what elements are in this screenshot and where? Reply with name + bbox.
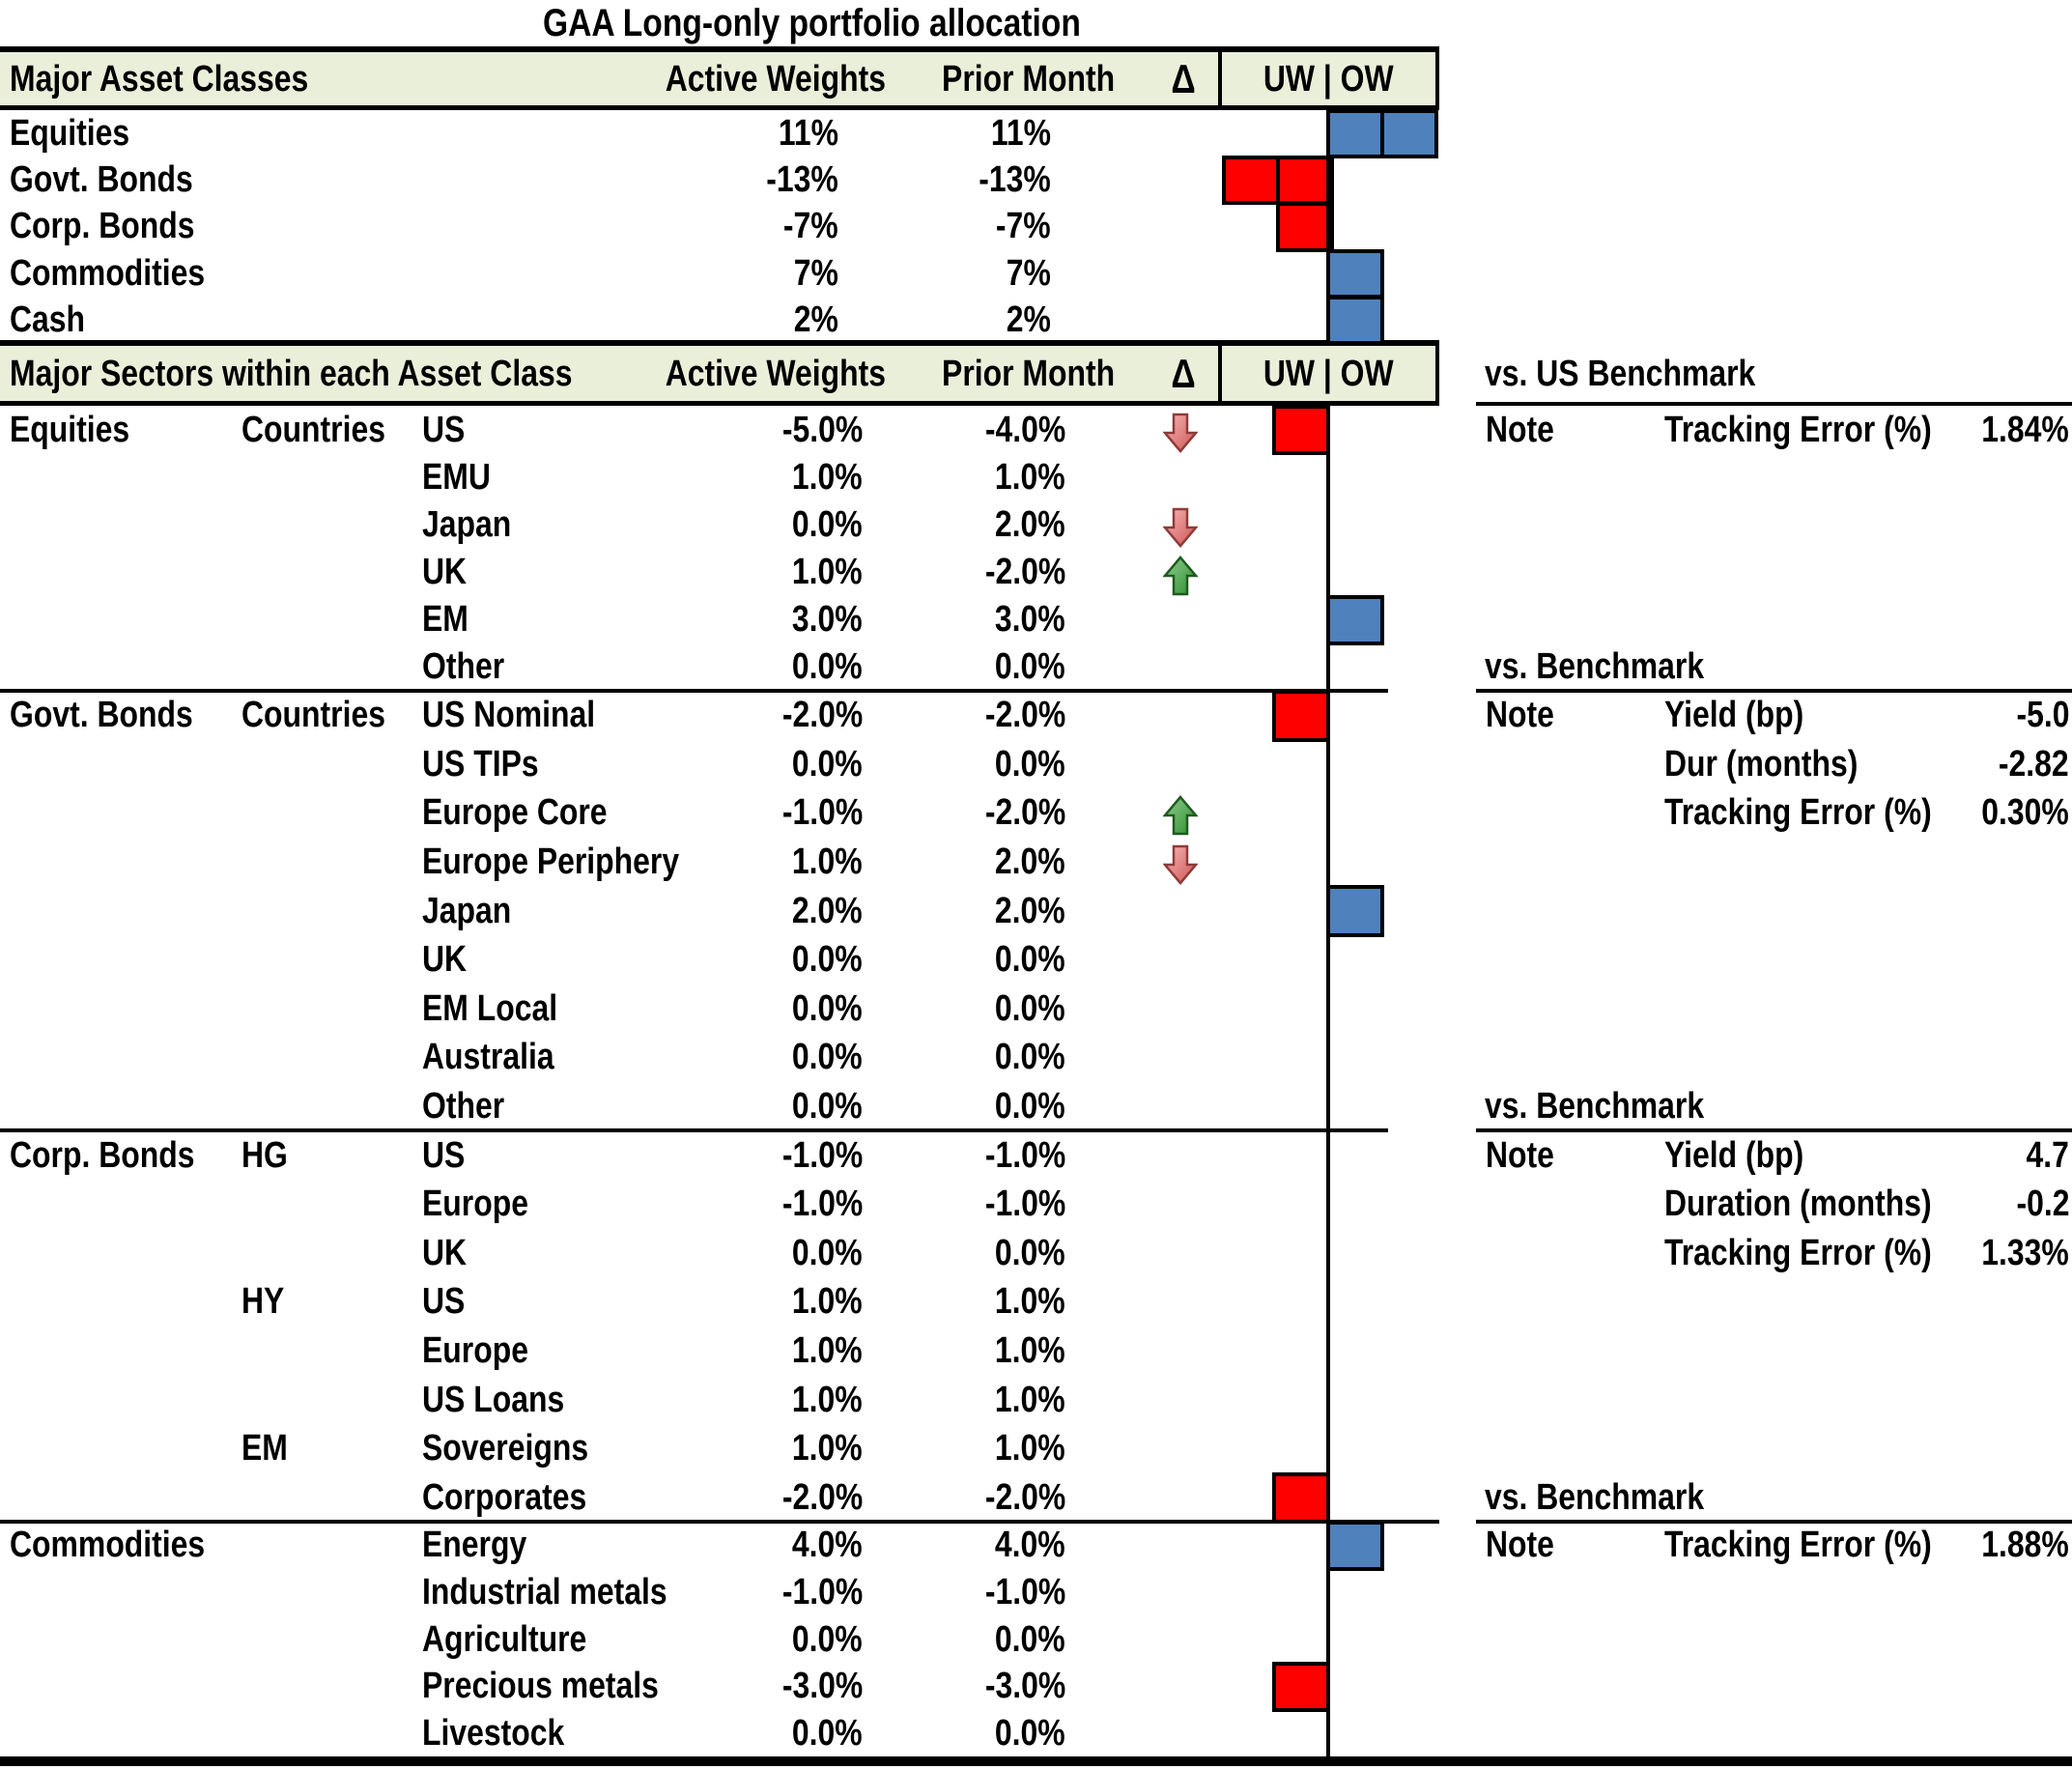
prior-month-value-box — [814, 500, 1065, 548]
sector-group-name: EM — [241, 1428, 288, 1469]
prior-month-value: -2.0% — [984, 1476, 1065, 1518]
asset-class-name-box — [10, 1130, 241, 1180]
sector-group-name: HY — [241, 1281, 285, 1323]
prior-month-value-box — [814, 740, 1065, 789]
prior-month-value: -3.0% — [984, 1666, 1065, 1707]
prior-month-value-box — [814, 203, 1051, 249]
prior-month-value: 1.0% — [995, 456, 1065, 498]
sector-name: US TIPs — [422, 743, 539, 785]
prior-month-value-box — [814, 984, 1065, 1034]
active-weight-value: -3.0% — [781, 1666, 863, 1707]
overweight-bar-cell — [1326, 885, 1384, 937]
prior-month-value: -2.0% — [984, 695, 1065, 736]
sector-name: UK — [422, 552, 468, 593]
prior-month-value-box — [814, 643, 1065, 691]
prior-month-value-box — [814, 1130, 1065, 1180]
asset-class-name: Equities — [10, 113, 130, 155]
sector-group-name-box — [241, 1130, 420, 1180]
asset-class-name: Commodities — [10, 1525, 206, 1566]
prior-month-value: 0.0% — [995, 1618, 1065, 1660]
prior-month-value-box — [814, 788, 1065, 838]
active-weight-value-box — [611, 203, 838, 249]
prior-month-value: -1.0% — [984, 1572, 1065, 1613]
underweight-bar-cell — [1276, 156, 1334, 205]
overweight-bar-cell — [1326, 595, 1384, 645]
prior-month-value: 0.0% — [995, 1712, 1065, 1754]
header-uw-ow: UW | OW — [1263, 353, 1394, 394]
header-delta-box — [1150, 346, 1217, 401]
active-weight-value: 2% — [793, 299, 838, 340]
note-label-box — [1486, 1522, 1640, 1569]
prior-month-value-box — [814, 1710, 1065, 1757]
sector-name: Japan — [422, 503, 512, 545]
prior-month-value: 2.0% — [995, 890, 1065, 931]
prior-month-value-box — [814, 549, 1065, 596]
benchmark-heading-box — [1485, 643, 2064, 691]
header-delta-box — [1150, 52, 1217, 105]
prior-month-value: 2.0% — [995, 503, 1065, 545]
metric-label: Duration (months) — [1664, 1184, 1932, 1225]
metric-value: 1.88% — [1981, 1525, 2069, 1566]
prior-month-value-box — [814, 110, 1051, 157]
active-weight-value: 1.0% — [792, 1330, 863, 1372]
benchmark-heading: vs. Benchmark — [1485, 646, 1705, 688]
benchmark-heading: vs. Benchmark — [1485, 1476, 1705, 1518]
note-label-box — [1486, 691, 1640, 740]
sector-name: EM — [422, 599, 468, 641]
prior-month-value: 0.0% — [995, 939, 1065, 981]
prior-month-value-box — [814, 1615, 1065, 1663]
asset-class-name-box — [10, 691, 241, 740]
sector-name: Europe — [422, 1184, 528, 1225]
prior-month-value-box — [814, 1473, 1065, 1523]
sector-name: US Loans — [422, 1379, 565, 1420]
active-weight-value: 1.0% — [792, 1379, 863, 1420]
metric-label: Tracking Error (%) — [1664, 409, 1932, 450]
active-weight-value: -1.0% — [781, 1134, 863, 1176]
header-active-weights: Active Weights — [665, 58, 887, 100]
metric-label: Tracking Error (%) — [1664, 1525, 1932, 1566]
active-weight-value: 3.0% — [792, 599, 863, 641]
sector-group-name-box — [241, 1277, 420, 1327]
prior-month-value: -7% — [996, 206, 1051, 247]
metric-value-box — [1818, 1229, 2069, 1278]
prior-month-value-box — [814, 1424, 1065, 1473]
sector-name: Sovereigns — [422, 1428, 589, 1469]
prior-month-value: 3.0% — [995, 599, 1065, 641]
metric-value-box — [1818, 1180, 2069, 1229]
active-weight-value: 1.0% — [792, 1428, 863, 1469]
prior-month-value-box — [814, 886, 1065, 935]
note-label: Note — [1486, 1134, 1554, 1176]
overweight-bar-cell — [1326, 249, 1384, 299]
page-title: GAA Long-only portfolio allocation — [542, 2, 1081, 44]
active-weight-value: 0.0% — [792, 646, 863, 688]
active-weight-value: 1.0% — [792, 456, 863, 498]
header-delta: Δ — [1171, 350, 1196, 396]
metric-value-box — [1818, 788, 2069, 838]
metric-value: -0.2 — [2015, 1184, 2069, 1225]
metric-label: Yield (bp) — [1664, 695, 1804, 736]
active-weight-value: 2.0% — [792, 890, 863, 931]
header-label: Major Asset Classes — [10, 58, 309, 100]
sector-group-name: Countries — [241, 409, 385, 450]
metric-label: Tracking Error (%) — [1664, 792, 1932, 834]
prior-month-value-box — [814, 297, 1051, 343]
header-prior-month-box — [874, 52, 1183, 105]
sector-name: Europe Periphery — [422, 842, 680, 883]
active-weight-value: 0.0% — [792, 1712, 863, 1754]
sector-name: Precious metals — [422, 1666, 659, 1707]
sector-group-name-box — [241, 406, 420, 453]
active-weight-value: 1.0% — [792, 842, 863, 883]
overweight-bar-cell — [1326, 109, 1384, 158]
metric-value: 1.33% — [1981, 1232, 2069, 1273]
active-weight-value: -2.0% — [781, 1476, 863, 1518]
metric-value: 4.7 — [2026, 1134, 2069, 1176]
active-weight-value: -1.0% — [781, 1572, 863, 1613]
active-weight-value: 4.0% — [792, 1525, 863, 1566]
note-label: Note — [1486, 1525, 1554, 1566]
prior-month-value: 1.0% — [995, 1379, 1065, 1420]
sector-name: Europe Core — [422, 792, 608, 834]
prior-month-value-box — [814, 691, 1065, 740]
metric-value-box — [1818, 740, 2069, 789]
active-weight-value: 1.0% — [792, 1281, 863, 1323]
benchmark-heading-box — [1485, 1082, 2064, 1131]
sector-name: UK — [422, 939, 468, 981]
prior-month-value: 0.0% — [995, 743, 1065, 785]
sector-group-name-box — [241, 1424, 420, 1473]
benchmark-heading: vs. Benchmark — [1485, 1086, 1705, 1127]
active-weight-value-box — [611, 110, 838, 157]
metric-value: 0.30% — [1981, 792, 2069, 834]
prior-month-value-box — [814, 1082, 1065, 1131]
active-weight-value: -2.0% — [781, 695, 863, 736]
header-uw-ow-box — [1222, 52, 1435, 105]
metric-value-box — [1818, 691, 2069, 740]
prior-month-value-box — [814, 935, 1065, 984]
metric-value: 1.84% — [1981, 409, 2069, 450]
asset-class-name: Corp. Bonds — [10, 1134, 195, 1176]
active-weight-value-box — [611, 297, 838, 343]
metric-label: Tracking Error (%) — [1664, 1232, 1932, 1273]
prior-month-value: -2.0% — [984, 792, 1065, 834]
header-label: Major Sectors within each Asset Class — [10, 353, 573, 394]
asset-class-name-box — [10, 1522, 241, 1569]
prior-month-value-box — [814, 406, 1065, 453]
benchmark-heading-box — [1485, 346, 2064, 401]
prior-month-value: -4.0% — [984, 409, 1065, 450]
down-arrow-icon — [1163, 844, 1198, 885]
prior-month-value-box — [814, 1375, 1065, 1424]
header-prior-month: Prior Month — [942, 58, 1116, 100]
note-label-box — [1486, 1130, 1640, 1180]
prior-month-value-box — [814, 250, 1051, 297]
prior-month-value-box — [814, 157, 1051, 203]
prior-month-value-box — [814, 1522, 1065, 1569]
sector-group-name: HG — [241, 1134, 288, 1176]
metric-value-box — [1818, 406, 2069, 453]
sector-name: Japan — [422, 890, 512, 931]
prior-month-value-box — [814, 838, 1065, 887]
metric-value-box — [1818, 1130, 2069, 1180]
header-active-weights: Active Weights — [665, 353, 887, 394]
metric-label: Yield (bp) — [1664, 1134, 1804, 1176]
sector-name: Livestock — [422, 1712, 565, 1754]
prior-month-value: -2.0% — [984, 552, 1065, 593]
underweight-bar-cell — [1276, 202, 1334, 251]
asset-class-name-box — [10, 110, 589, 157]
prior-month-value: 1.0% — [995, 1428, 1065, 1469]
benchmark-heading-box — [1485, 1473, 2064, 1523]
prior-month-value: 0.0% — [995, 1037, 1065, 1078]
prior-month-value: 0.0% — [995, 987, 1065, 1029]
active-weight-value: -13% — [766, 159, 838, 201]
up-arrow-icon — [1163, 556, 1198, 596]
active-weight-value: 0.0% — [792, 1037, 863, 1078]
sector-name: US Nominal — [422, 695, 596, 736]
prior-month-value-box — [814, 1277, 1065, 1327]
active-weight-value: 0.0% — [792, 1232, 863, 1273]
asset-class-name: Govt. Bonds — [10, 159, 193, 201]
prior-month-value: 2.0% — [995, 842, 1065, 883]
asset-class-name: Equities — [10, 409, 130, 450]
note-label: Note — [1486, 695, 1554, 736]
active-weight-value: -1.0% — [781, 1184, 863, 1225]
active-weight-value: -1.0% — [781, 792, 863, 834]
underweight-bar-cell — [1272, 1472, 1330, 1525]
prior-month-value: 7% — [1006, 252, 1051, 294]
up-arrow-icon — [1163, 795, 1198, 836]
prior-month-value: -1.0% — [984, 1134, 1065, 1176]
prior-month-value: 1.0% — [995, 1330, 1065, 1372]
asset-class-name-box — [10, 406, 241, 453]
sector-name: EM Local — [422, 987, 558, 1029]
underweight-bar-cell — [1272, 690, 1330, 742]
prior-month-value: 0.0% — [995, 1086, 1065, 1127]
prior-month-value: 4.0% — [995, 1525, 1065, 1566]
prior-month-value-box — [814, 1663, 1065, 1710]
note-label: Note — [1486, 409, 1554, 450]
page-title-box — [0, 0, 1623, 46]
metric-value-box — [1818, 1522, 2069, 1569]
active-weight-value: 0.0% — [792, 1086, 863, 1127]
asset-class-name-box — [10, 157, 589, 203]
sector-name: Industrial metals — [422, 1572, 667, 1613]
note-label-box — [1486, 406, 1640, 453]
prior-month-value: 0.0% — [995, 646, 1065, 688]
sector-name: Australia — [422, 1037, 554, 1078]
header-prior-month: Prior Month — [942, 353, 1116, 394]
sector-name: EMU — [422, 456, 491, 498]
active-weight-value: 0.0% — [792, 987, 863, 1029]
overweight-bar-cell — [1326, 1521, 1384, 1571]
prior-month-value: -1.0% — [984, 1184, 1065, 1225]
header-prior-month-box — [874, 346, 1183, 401]
header-delta: Δ — [1171, 55, 1196, 101]
active-weight-value: 7% — [793, 252, 838, 294]
sector-name: Europe — [422, 1330, 528, 1372]
uwow-axis-line — [1326, 110, 1330, 346]
sector-name: US — [422, 409, 466, 450]
asset-class-name-box — [10, 297, 589, 343]
down-arrow-icon — [1163, 507, 1198, 548]
uwow-axis-line — [1326, 406, 1330, 1760]
sector-name: US — [422, 1281, 466, 1323]
sector-name: UK — [422, 1232, 468, 1273]
prior-month-value-box — [814, 453, 1065, 500]
asset-class-name-box — [10, 250, 589, 297]
active-weight-value-box — [611, 250, 838, 297]
metric-value: -2.82 — [1999, 743, 2069, 785]
active-weight-value-box — [611, 157, 838, 203]
bottom-border-line — [0, 1756, 2072, 1766]
active-weight-value: 11% — [778, 113, 838, 155]
prior-month-value: 1.0% — [995, 1281, 1065, 1323]
asset-class-name: Commodities — [10, 252, 206, 294]
prior-month-value-box — [814, 1033, 1065, 1082]
sector-name: Energy — [422, 1525, 527, 1566]
metric-label: Dur (months) — [1664, 743, 1859, 785]
overweight-bar-cell — [1380, 109, 1438, 158]
asset-class-name-box — [10, 203, 589, 249]
prior-month-value-box — [814, 1569, 1065, 1616]
sector-name: Agriculture — [422, 1618, 587, 1660]
sector-name: Other — [422, 646, 505, 688]
sector-group-name-box — [241, 691, 420, 740]
sector-group-name: Countries — [241, 695, 385, 736]
sector-name: Other — [422, 1086, 505, 1127]
underweight-bar-cell — [1272, 405, 1330, 455]
prior-month-value: 0.0% — [995, 1232, 1065, 1273]
overweight-bar-cell — [1326, 296, 1384, 345]
prior-month-value-box — [814, 1327, 1065, 1376]
active-weight-value: 0.0% — [792, 939, 863, 981]
active-weight-value: 0.0% — [792, 743, 863, 785]
sector-name: Corporates — [422, 1476, 587, 1518]
active-weight-value: -5.0% — [781, 409, 863, 450]
prior-month-value: 2% — [1006, 299, 1051, 340]
active-weight-value: 1.0% — [792, 552, 863, 593]
underweight-bar-cell — [1272, 1662, 1330, 1712]
active-weight-value: 0.0% — [792, 1618, 863, 1660]
benchmark-heading: vs. US Benchmark — [1485, 353, 1756, 394]
underweight-bar-cell — [1222, 156, 1280, 205]
active-weight-value: 0.0% — [792, 503, 863, 545]
prior-month-value-box — [814, 1229, 1065, 1278]
header-uw-ow: UW | OW — [1263, 58, 1394, 100]
down-arrow-icon — [1163, 413, 1198, 453]
active-weight-value: -7% — [783, 206, 838, 247]
prior-month-value-box — [814, 1180, 1065, 1229]
header-uw-ow-box — [1222, 346, 1435, 401]
prior-month-value-box — [814, 596, 1065, 643]
prior-month-value: -13% — [979, 159, 1051, 201]
metric-value: -5.0 — [2015, 695, 2069, 736]
asset-class-name: Corp. Bonds — [10, 206, 195, 247]
asset-class-name: Cash — [10, 299, 86, 340]
sector-name: US — [422, 1134, 466, 1176]
asset-class-name: Govt. Bonds — [10, 695, 193, 736]
prior-month-value: 11% — [990, 113, 1051, 155]
